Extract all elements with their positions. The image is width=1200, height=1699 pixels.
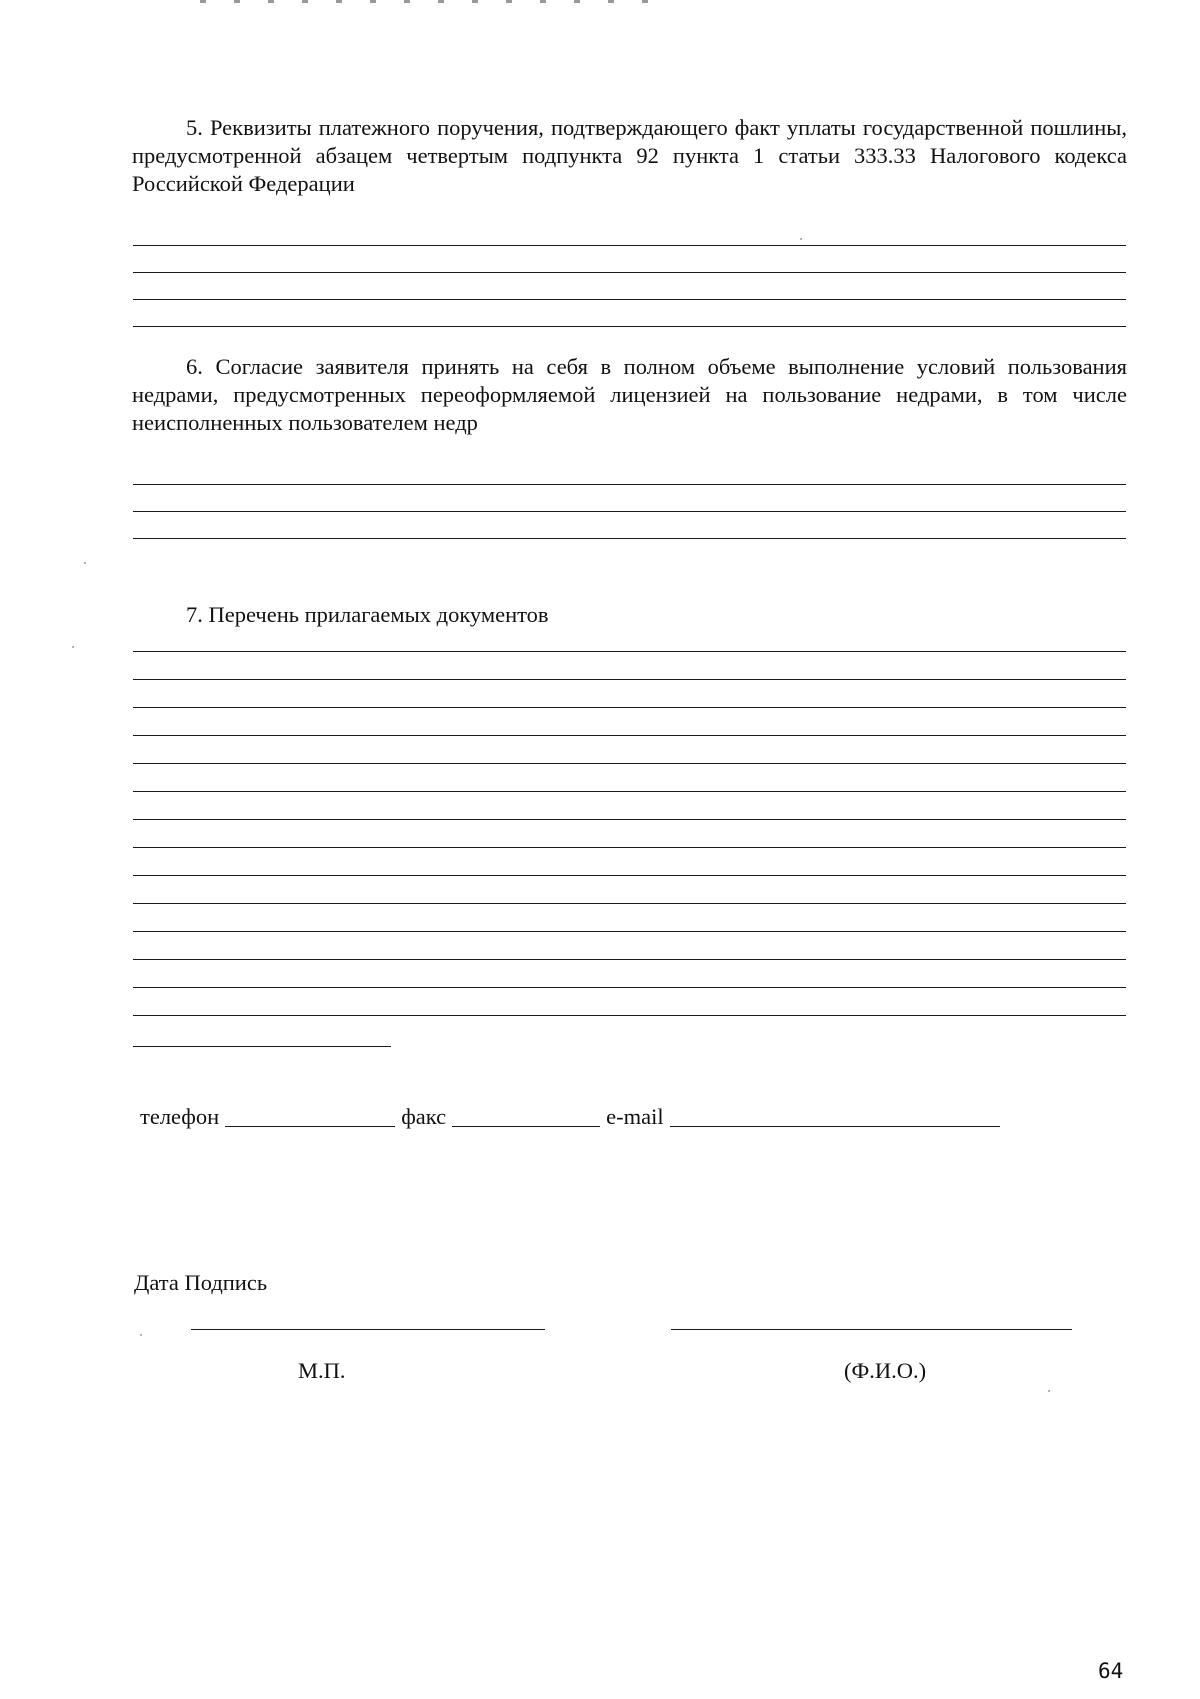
section-7-line-3[interactable]	[133, 707, 1126, 708]
section-5-line-3[interactable]	[133, 299, 1126, 300]
section-7-heading: 7. Перечень прилагаемых документов	[186, 602, 549, 627]
email-label: e-mail	[606, 1104, 664, 1129]
section-7-line-12[interactable]	[133, 959, 1126, 960]
section-7-line-10[interactable]	[133, 903, 1126, 904]
fax-field[interactable]	[452, 1104, 600, 1127]
section-7-line-1[interactable]	[133, 651, 1126, 652]
scan-speck	[800, 238, 802, 240]
section-7-line-8[interactable]	[133, 847, 1126, 848]
section-7-line-short[interactable]	[133, 1046, 391, 1047]
section-7-line-11[interactable]	[133, 931, 1126, 932]
section-5-text: 5. Реквизиты платежного поручения, подтверждающего факт уплаты государственной пошлины, предусмотренной абзацем четвертым подпункта 92 пункта 1 статьи 333.33 Налогового кодекса Российской Федерации	[132, 115, 1127, 196]
section-7-line-5[interactable]	[133, 763, 1126, 764]
phone-field[interactable]	[225, 1104, 395, 1127]
section-7-line-13[interactable]	[133, 987, 1126, 988]
page-number: 64	[1098, 1659, 1124, 1683]
section-6-text: 6. Согласие заявителя принять на себя в полном объеме выполнение условий пользования недрами, предусмотренных переоформляемой лицензией на пользование недрами, в том числе неисполненных пользователем недр	[132, 354, 1127, 435]
date-signature-label: Дата Подпись	[134, 1270, 268, 1295]
section-7-line-4[interactable]	[133, 735, 1126, 736]
section-7-line-6[interactable]	[133, 791, 1126, 792]
signature-line-right[interactable]	[671, 1329, 1072, 1330]
section-5-line-1[interactable]	[133, 245, 1126, 246]
full-name-label: (Ф.И.О.)	[844, 1358, 927, 1383]
section-7-line-2[interactable]	[133, 679, 1126, 680]
signature-line-left[interactable]	[191, 1329, 545, 1330]
section-7-line-9[interactable]	[133, 875, 1126, 876]
section-5-line-4[interactable]	[133, 326, 1126, 327]
cropped-text-edge	[200, 0, 670, 3]
scan-speck	[84, 562, 86, 564]
contact-row	[140, 1103, 1006, 1131]
section-7-line-7[interactable]	[133, 819, 1126, 820]
email-field[interactable]	[670, 1104, 1000, 1127]
scan-speck	[72, 646, 74, 648]
scan-speck	[140, 1334, 142, 1336]
fax-label: факс	[401, 1104, 447, 1129]
section-7-line-14[interactable]	[133, 1015, 1126, 1016]
scan-speck	[1048, 1390, 1050, 1392]
section-6-line-3[interactable]	[133, 538, 1126, 539]
section-5-line-2[interactable]	[133, 272, 1126, 273]
phone-label: телефон	[140, 1104, 220, 1129]
section-6-line-1[interactable]	[133, 484, 1126, 485]
stamp-label: М.П.	[298, 1358, 346, 1383]
section-6-line-2[interactable]	[133, 511, 1126, 512]
